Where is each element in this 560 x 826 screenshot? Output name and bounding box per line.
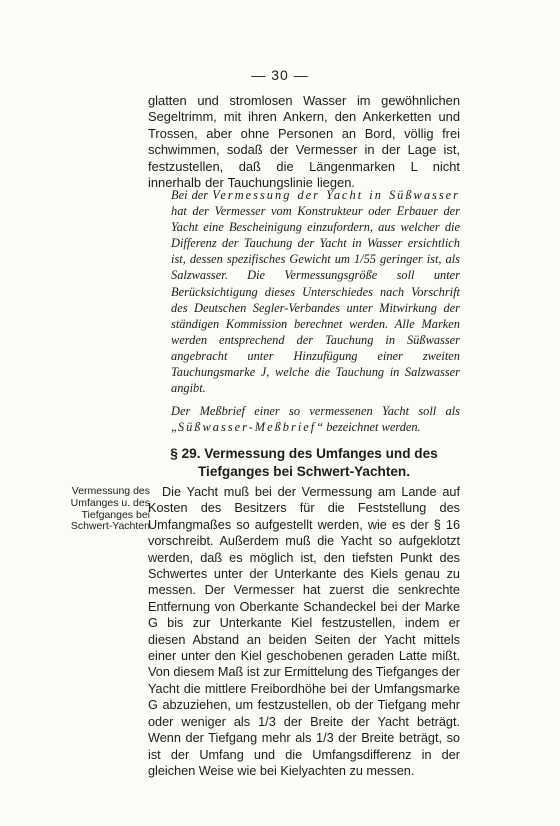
main-paragraph-text: Die Yacht muß bei der Vermessung am Lande auf Kosten des Besitzers für die Feststellung des Umfangmaßes so aufgestellt werden, wie es der § 16 vorschreibt. Außerdem muß die Yacht so aufgeklotzt werden, daß es möglich ist, den tiefsten Punkt des Schwertes unter der Unterkante des Kiels genau zu messen. Der Vermesser hat zuerst die senkrechte Entfernung von Oberkante Schandeckel bei der Marke G bis zur Unterkante Kiel festzustellen, indem er diesen Abstand an beiden Seiten der Yacht mittels einer unter den Kiel geschobenen geraden Latte mißt. Von diesem Maß ist zur Ermittelung des Tiefganges der Yacht die mittlere Freibordhöhe bei der Umfangsmarke G abzuziehen, um festzustellen, ob der Tiefgang mehr oder weniger als 1/3 der Breite der Yacht beträgt. Wenn der Tiefgang mehr als 1/3 der Breite beträgt, so ist der Umfang und die Umfangsdifferenz in der gleichen Weise wie bei Kielyachten zu messen. (148, 485, 460, 778)
para1-fraction: 1/55 (353, 252, 376, 267)
freshwater-note-para-1 (171, 187, 460, 396)
para2-spaced-term: Süßwasser-Meßbrief (177, 420, 317, 435)
main-paragraph (148, 484, 460, 779)
margin-note: Vermessung des Umfanges u. des Tiefganges bei Schwert-Yachten (70, 485, 150, 533)
top-paragraph (148, 93, 460, 191)
para2-tail: “ bezeichnet werden. (316, 420, 421, 435)
para2-lead: Der Meßbrief einer so vermessenen Yacht soll als „ (171, 404, 460, 435)
page-number: — 30 — (251, 67, 309, 83)
para1-text-a: hat der Vermesser vom Konstrukteur oder Erbauer der Yacht eine Bescheinigung einzufordern, aus welcher die Differenz der Tauchung der Yacht in Wasser ersichtlich ist, dessen spezifisches Gewicht um (171, 204, 460, 267)
top-paragraph-text: glatten und stromlosen Wasser im gewöhnlichen Segeltrimm, mit ihren Ankern, den Ankerketten und Trossen, aber ohne Personen an Bord, völlig frei schwimmen, sodaß der Vermesser in der Lage ist, festzustellen, daß die Längenmarken L nicht innerhalb der Tauchungslinie liegen. (148, 93, 460, 191)
section-heading (148, 445, 460, 481)
freshwater-note-para-2 (171, 403, 460, 435)
section-heading-line-2: Tiefganges bei Schwert-Yachten. (197, 464, 411, 479)
para1-lead: Bei der (171, 188, 213, 202)
para1-text-b: geringer ist, als Salzwasser. Die Vermessungsgröße soll unter Berücksichtigung dieses Unterschiedes nach Vorschrift des Deutschen Segler-Verbandes unter Mitwirkung der ständigen Kommission berechnet werden. Alle Marken werden entsprechend der Tauchung in Süßwasser angebracht unter Hinzufügung einer zweiten Tauchungsmarke J, welche die Tauchung in Salzwasser angibt. (171, 252, 460, 396)
para1-spaced-term: Vermessung der Yacht in Süßwasser (212, 188, 460, 202)
section-heading-line-1: § 29. Vermessung des Umfanges und des (170, 446, 438, 461)
freshwater-note (171, 187, 460, 435)
